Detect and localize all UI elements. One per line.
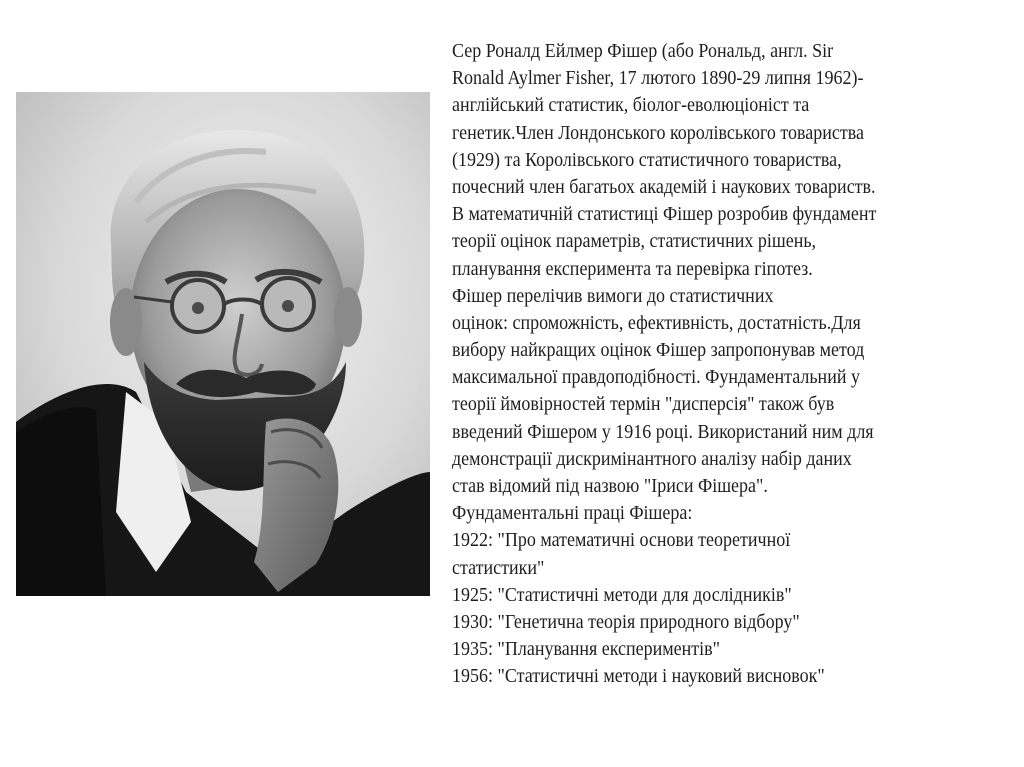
bio-line: англійський статистик, біолог-еволюціоніст та bbox=[452, 94, 810, 117]
bio-line: почесний член багатьох академій і наукових товариств. bbox=[452, 175, 876, 198]
bio-line: Фішер перелічив вимоги до статистичних bbox=[452, 284, 774, 307]
bio-line: теорії оцінок параметрів, статистичних рішень, bbox=[452, 230, 817, 253]
biography-text bbox=[452, 38, 956, 691]
bio-line: максимальної правдоподібності. Фундаментальний у bbox=[452, 366, 860, 389]
bio-line: 1956: "Статистичні методи і науковий висновок" bbox=[452, 665, 825, 688]
bio-line: вибору найкращих оцінок Фішер запропонував метод bbox=[452, 339, 865, 362]
bio-line: теорії ймовірностей термін "дисперсія" також був bbox=[452, 393, 835, 416]
portrait-photo bbox=[16, 92, 430, 596]
bio-line: оцінок: спроможність, ефективність, достатність.Для bbox=[452, 311, 861, 334]
bio-line: генетик.Член Лондонського королівського товариства bbox=[452, 121, 865, 144]
bio-line: 1925: "Статистичні методи для дослідників" bbox=[452, 583, 792, 606]
bio-line: став відомий під назвою "Іриси Фішера". bbox=[452, 475, 768, 497]
bio-line: Фундаментальні праці Фішера: bbox=[452, 502, 693, 525]
bio-line: В математичній статистиці Фішер розробив фундамент bbox=[452, 203, 877, 226]
bio-line: (1929) та Королівського статистичного товариства, bbox=[452, 148, 842, 171]
portrait-photo-icon bbox=[16, 92, 430, 596]
bio-line: планування експеримента та перевірка гіпотез. bbox=[452, 257, 813, 280]
bio-line: 1935: "Планування експериментів" bbox=[452, 638, 721, 661]
bio-line: 1922: "Про математичні основи теоретичної bbox=[452, 529, 791, 552]
bio-line: Сер Роналд Ейлмер Фішер (або Рональд, англ. Sir bbox=[452, 40, 834, 62]
bio-line: демонстрації дискримінантного аналізу набір даних bbox=[452, 447, 852, 470]
bio-line: Ronald Aylmer Fisher, 17 лютого 1890-29 липня 1962)- bbox=[452, 67, 864, 90]
bio-line: 1930: "Генетична теорія природного відбору" bbox=[452, 610, 800, 633]
bio-line: введений Фішером у 1916 році. Використаний ним для bbox=[452, 420, 874, 443]
bio-line: статистики" bbox=[452, 556, 545, 579]
